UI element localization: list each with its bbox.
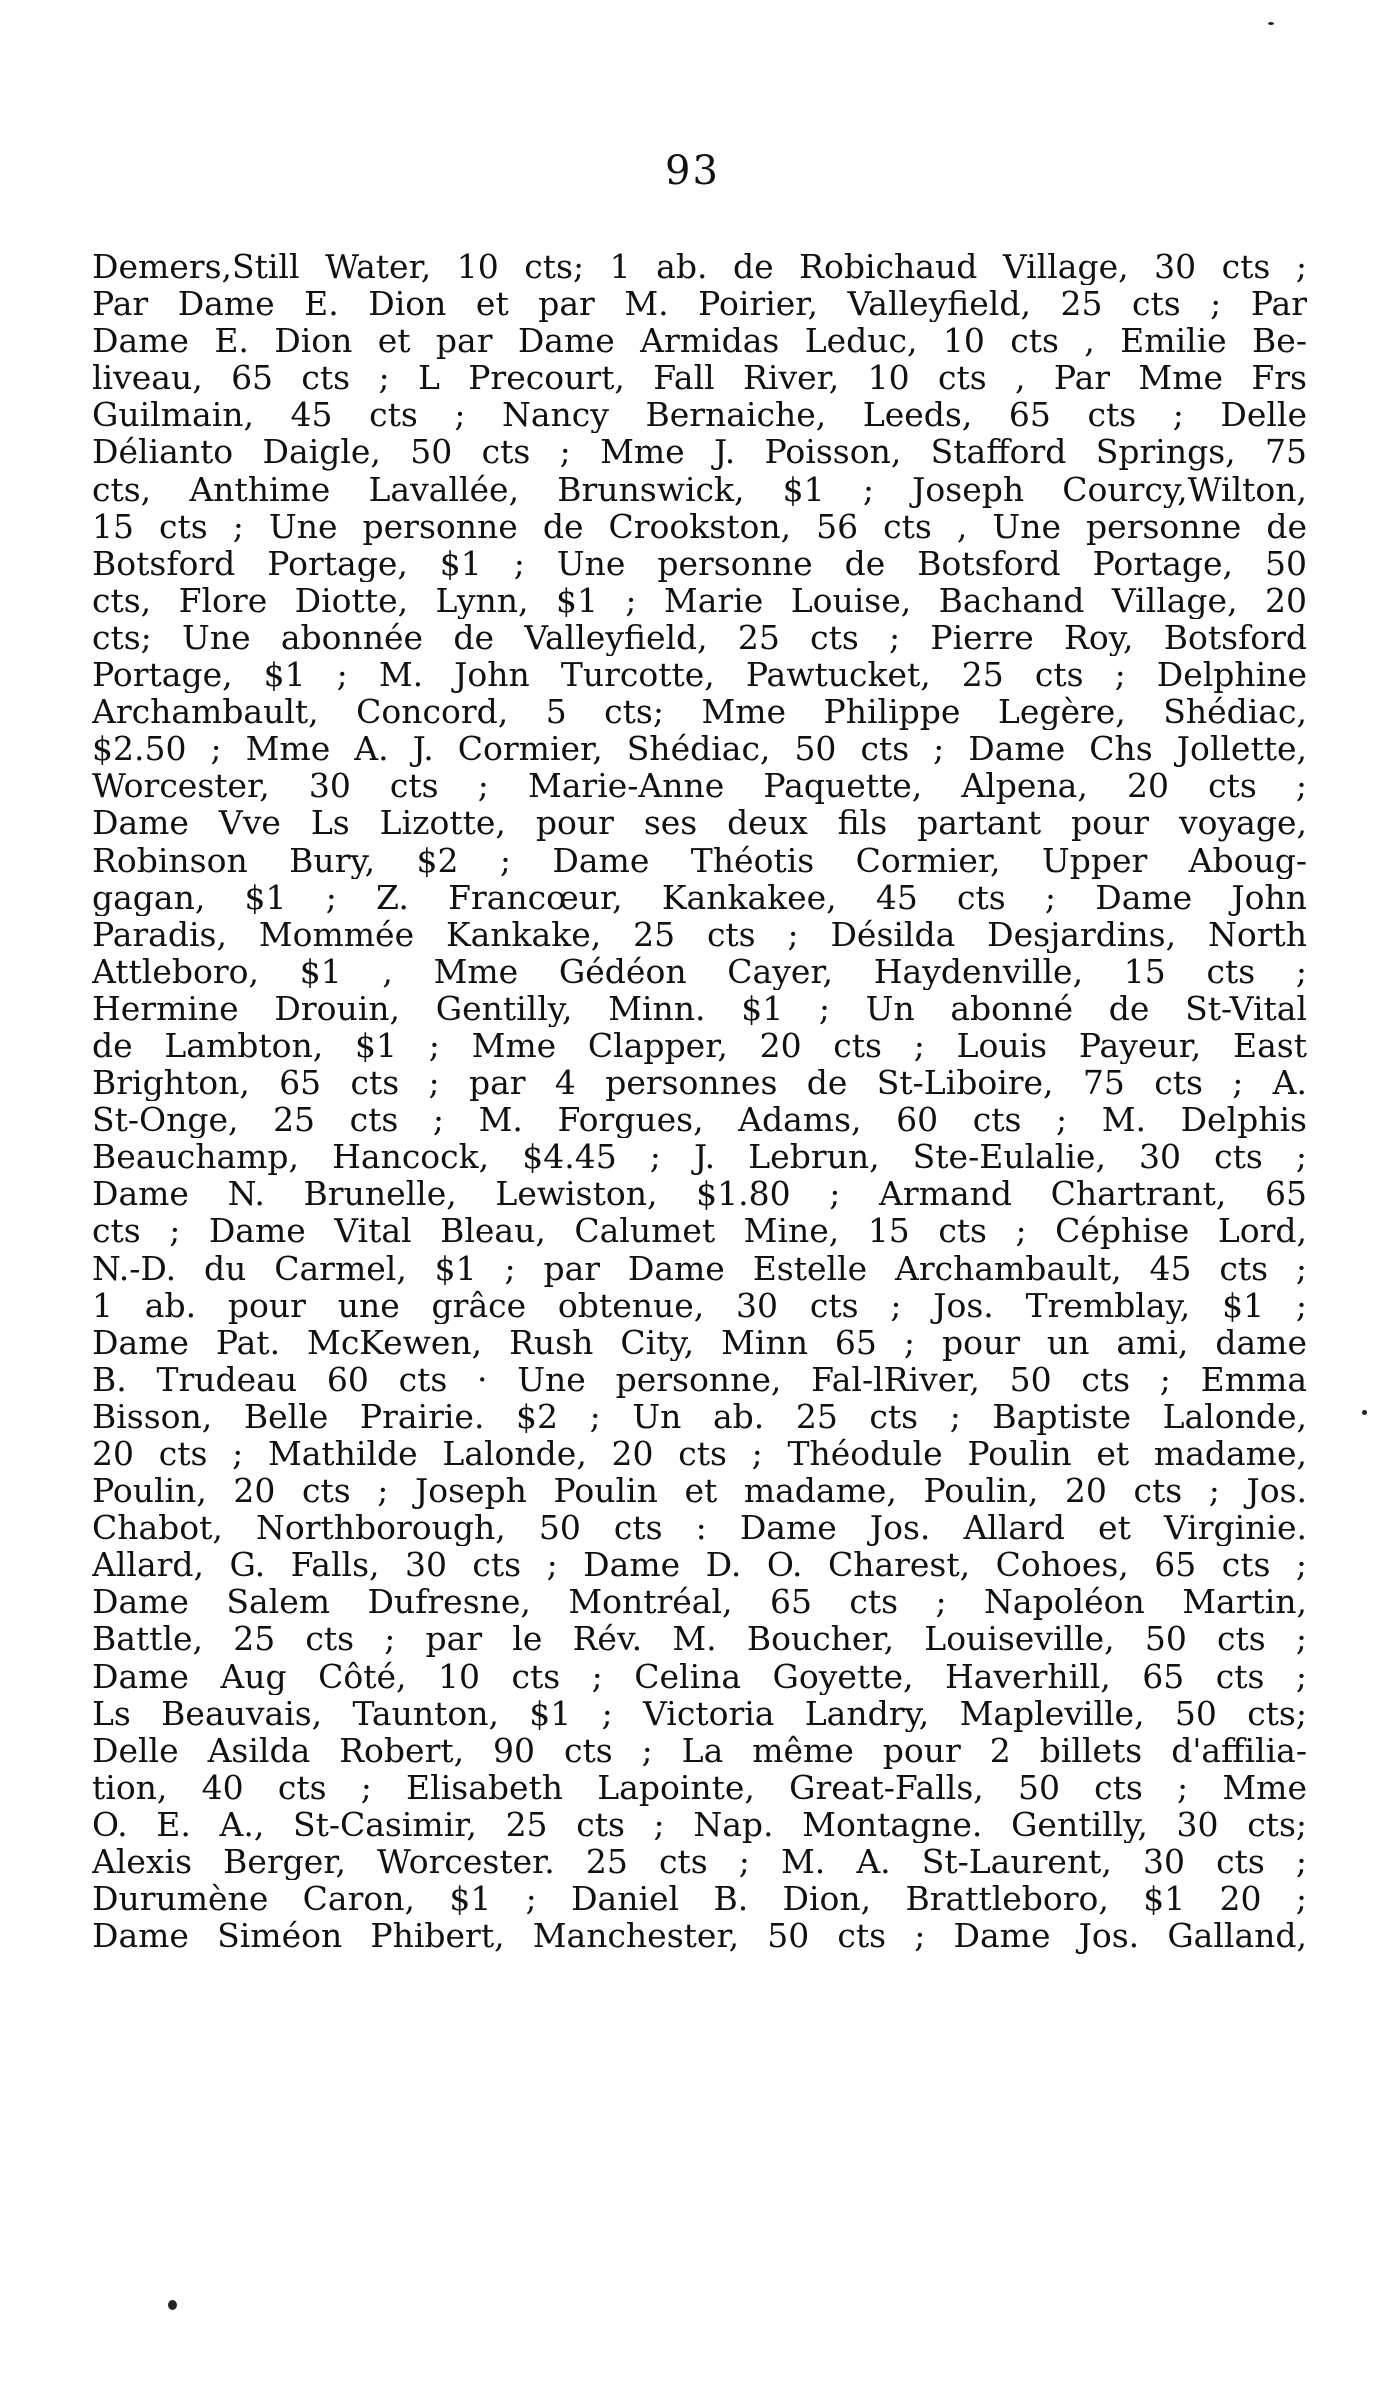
text-line: Allard, G. Falls, 30 cts ; Dame D. O. Charest, Cohoes, 65 cts ; [92, 1546, 1307, 1584]
text-line: 15 cts ; Une personne de Crookston, 56 cts , Une personne de [92, 507, 1307, 545]
text-line: Dame N. Brunelle, Lewiston, $1.80 ; Armand Chartrant, 65 [92, 1175, 1307, 1213]
text-line: Attleboro, $1 , Mme Gédéon Cayer, Haydenville, 15 cts ; [92, 952, 1307, 990]
text-line: Battle, 25 cts ; par le Rév. M. Boucher, Louiseville, 50 cts ; [92, 1620, 1307, 1658]
text-line: Dame Siméon Phibert, Manchester, 50 cts ; Dame Jos. Galland, [92, 1917, 1307, 1955]
text-line: cts, Anthime Lavallée, Brunswick, $1 ; Joseph Courcy,Wilton, [92, 470, 1307, 508]
text-line: Robinson Bury, $2 ; Dame Théotis Cormier, Upper Aboug- [92, 841, 1307, 879]
text-line: Dame Vve Ls Lizotte, pour ses deux fils partant pour voyage, [92, 804, 1307, 842]
text-line: Portage, $1 ; M. John Turcotte, Pawtucket, 25 cts ; Delphine [92, 656, 1307, 694]
text-line: Délianto Daigle, 50 cts ; Mme J. Poisson, Stafford Springs, 75 [92, 433, 1307, 471]
text-line: Ls Beauvais, Taunton, $1 ; Victoria Landry, Mapleville, 50 cts; [92, 1694, 1307, 1732]
text-line: Durumène Caron, $1 ; Daniel B. Dion, Brattleboro, $1 20 ; [92, 1880, 1307, 1918]
text-line: Botsford Portage, $1 ; Une personne de Botsford Portage, 50 [92, 544, 1307, 582]
text-line: Beauchamp, Hancock, $4.45 ; J. Lebrun, Ste-Eulalie, 30 cts ; [92, 1138, 1307, 1176]
text-line: 20 cts ; Mathilde Lalonde, 20 cts ; Théodule Poulin et madame, [92, 1435, 1307, 1473]
ink-speck [1362, 1410, 1367, 1415]
text-line: Dame Salem Dufresne, Montréal, 65 cts ; Napoléon Martin, [92, 1583, 1307, 1621]
text-line: Dame Aug Côté, 10 cts ; Celina Goyette, Haverhill, 65 cts ; [92, 1657, 1307, 1695]
text-line: tion, 40 cts ; Elisabeth Lapointe, Great-Falls, 50 cts ; Mme [92, 1768, 1307, 1806]
text-line: de Lambton, $1 ; Mme Clapper, 20 cts ; Louis Payeur, East [92, 1026, 1307, 1065]
text-line: B. Trudeau 60 cts · Une personne, Fal-lRiver, 50 cts ; Emma [92, 1360, 1307, 1398]
text-line: $2.50 ; Mme A. J. Cormier, Shédiac, 50 cts ; Dame Chs Jollette, [92, 730, 1307, 768]
body-text [92, 248, 1307, 1954]
text-line: cts, Flore Diotte, Lynn, $1 ; Marie Louise, Bachand Village, 20 [92, 581, 1307, 619]
text-line: 1 ab. pour une grâce obtenue, 30 cts ; Jos. Tremblay, $1 ; [92, 1286, 1307, 1324]
text-line: liveau, 65 cts ; L Precourt, Fall River, 10 cts , Par Mme Frs [92, 359, 1307, 397]
text-line: Par Dame E. Dion et par M. Poirier, Valleyfield, 25 cts ; Par [92, 285, 1307, 323]
text-line: Chabot, Northborough, 50 cts : Dame Jos. Allard et Virginie. [92, 1509, 1307, 1547]
text-line: cts; Une abonnée de Valleyfield, 25 cts ; Pierre Roy, Botsford [92, 618, 1307, 657]
text-line: Dame Pat. McKewen, Rush City, Minn 65 ; pour un ami, dame [92, 1323, 1307, 1361]
text-line: Worcester, 30 cts ; Marie-Anne Paquette, Alpena, 20 cts ; [92, 767, 1307, 805]
text-line: Demers,Still Water, 10 cts; 1 ab. de Robichaud Village, 30 cts ; [92, 248, 1307, 286]
text-line: Delle Asilda Robert, 90 cts ; La même pour 2 billets d'affilia- [92, 1731, 1307, 1769]
ink-speck [1268, 22, 1274, 25]
text-line: Alexis Berger, Worcester. 25 cts ; M. A. St-Laurent, 30 cts ; [92, 1843, 1307, 1881]
text-line: Paradis, Mommée Kankake, 25 cts ; Désilda Desjardins, North [92, 915, 1307, 953]
text-line: Hermine Drouin, Gentilly, Minn. $1 ; Un abonné de St-Vital [92, 989, 1307, 1027]
text-line: gagan, $1 ; Z. Francœur, Kankakee, 45 cts ; Dame John [92, 878, 1307, 916]
text-line: St-Onge, 25 cts ; M. Forgues, Adams, 60 cts ; M. Delphis [92, 1101, 1307, 1139]
text-line: Poulin, 20 cts ; Joseph Poulin et madame, Poulin, 20 cts ; Jos. [92, 1472, 1307, 1510]
text-line: Bisson, Belle Prairie. $2 ; Un ab. 25 cts ; Baptiste Lalonde, [92, 1397, 1307, 1435]
text-line: cts ; Dame Vital Bleau, Calumet Mine, 15 cts ; Céphise Lord, [92, 1212, 1307, 1250]
text-line: Archambault, Concord, 5 cts; Mme Philippe Legère, Shédiac, [92, 693, 1307, 731]
text-line: Brighton, 65 cts ; par 4 personnes de St-Liboire, 75 cts ; A. [92, 1064, 1307, 1102]
page-number: 93 [665, 148, 720, 194]
ink-speck [168, 2300, 177, 2310]
text-line: N.-D. du Carmel, $1 ; par Dame Estelle Archambault, 45 cts ; [92, 1249, 1307, 1287]
text-line: Dame E. Dion et par Dame Armidas Leduc, 10 cts , Emilie Be- [92, 322, 1307, 360]
text-line: Guilmain, 45 cts ; Nancy Bernaiche, Leeds, 65 cts ; Delle [92, 396, 1307, 434]
text-line: O. E. A., St-Casimir, 25 cts ; Nap. Montagne. Gentilly, 30 cts; [92, 1805, 1307, 1844]
